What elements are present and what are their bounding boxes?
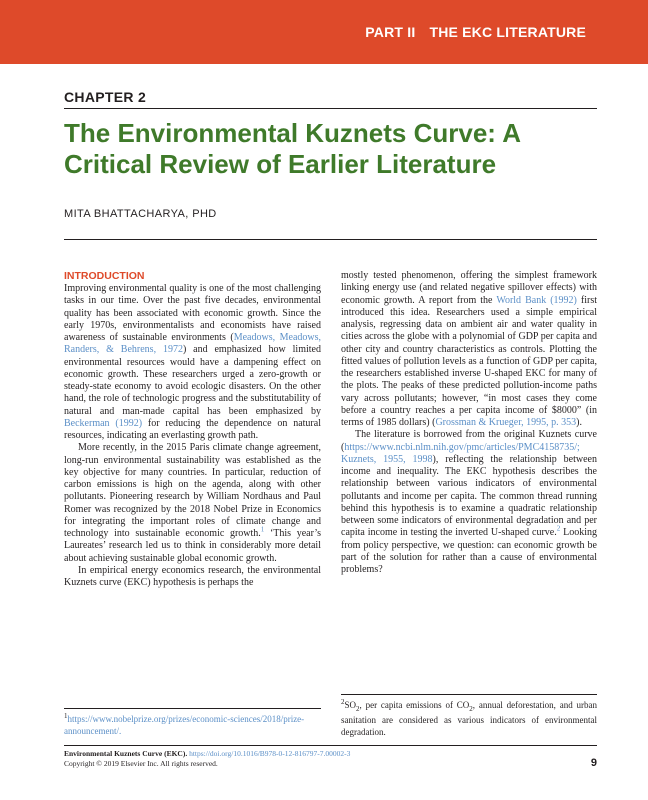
citation-beckerman-link[interactable]: Beckerman (1992) [64,417,143,429]
section-label: THE EKC LITERATURE [429,24,586,40]
text-run: , per capita emissions of CO [359,700,470,710]
footnote-ref-1[interactable]: 1 [260,525,265,534]
citation-grossman-link[interactable]: Grossman & Krueger, 1995, p. 353 [435,417,577,428]
doi-link[interactable]: https://doi.org/10.1016/B978-0-12-816797-7.00002-3 [187,749,351,758]
right-column [341,270,597,576]
page-number: 9 [590,757,597,769]
text-run: Looking from policy perspective, we question: can economic growth be part of the solution for rather than a cause of environmental problems? [341,527,597,575]
footer-book-title: Environmental Kuznets Curve (EKC). [64,749,188,758]
copyright-line: Copyright © 2019 Elsevier Inc. All rights reserved. [64,759,218,768]
text-run: The literature is borrowed from the original Kuznets curve ( [341,429,597,453]
citation-worldbank-link[interactable]: World Bank (1992) [496,294,577,306]
left-paragraph-3 [64,565,321,590]
footnote-1 [64,714,321,737]
ncbi-url-link[interactable]: https://www.ncbi.nlm.nih.gov/pmc/articles/PMC4158735/ [344,441,578,453]
page-footer [64,749,350,769]
footnote-ref-2[interactable]: 2 [556,524,561,533]
author-name: MITA BHATTACHARYA, PHD [64,208,217,220]
banner-text [365,24,586,40]
footnote-rule-left [64,708,321,709]
text-run: In empirical energy economics research, the environmental Kuznets curve (EKC) hypothesis is perhaps the [64,564,321,588]
chapter-rule [64,108,597,109]
footnote-2 [341,700,597,738]
text-run: ) and emphasized how limited environmental resources would have a dampening effect on economic growth. These researchers urged a zero-growth or steady-state economy to avoid ecologic disasters. On the other hand, the role of technologic progress and the substitutability of natural and man-made capital has been emphasized by [64,344,321,417]
footnote-number: 2 [341,698,345,706]
text-run: ), reflecting the relationship between income and inequality. The EKC hypothesis describes the relationship between various indicators of environmental pollutants and income per capita. The common thread running behind this hypothesis is to examine a quadratic relationship between some indicators of environmental degradation and per capita income in testing the inverted U-shaped curve. [341,453,597,539]
intro-heading: INTRODUCTION [64,270,145,282]
right-paragraph-2 [341,429,597,576]
footer-rule [64,745,597,746]
citation-kuznets-link[interactable]: Kuznets, 1955, 1998 [341,453,433,465]
chapter-label: CHAPTER 2 [64,89,147,105]
text-run: mostly tested phenomenon, offering the simplest framework linking energy use (and related negative spillover effects) with economic growth. A report from the [341,270,597,306]
author-rule [64,239,597,240]
text-run: ). [576,417,582,428]
footnote-number: 1 [64,712,68,720]
footnote-rule-right [341,694,597,695]
text-run: ‘This year’s Laureates’ research led us to think in considerably more detail about achieving sustainable global economic growth. [64,528,321,564]
part-label: PART II [365,24,416,40]
text-run: first introduced this idea. Researchers used a simple empirical analysis, regressing data on ambient air and water quality in cities across the globe with a polynomial of GDP per capita and other city and country characteristics as controls. Plotting the fitted values of pollution levels as a function of GDP per capita, the researchers established inverse U-shaped EKC for many of the plots. The peaks of these predicted pollution-income paths vary across pollutants; however, “in most cases they come before a country reaches a per capita income of $8000” (in terms of 1985 dollars) ( [341,294,598,428]
subscript: 2 [469,704,473,713]
left-paragraph-1 [64,283,321,442]
right-paragraph-1 [341,270,597,429]
chapter-title: The Environmental Kuznets Curve: A Critical Review of Earlier Literature [64,118,521,179]
text-run: , annual deforestation, and urban sanitation are considered as various indicators of environmental degradation. [341,700,597,737]
left-paragraph-2 [64,442,321,565]
text-run: Improving environmental quality is one of the most challenging tasks in our time. Over the past five decades, environmental quality has been associated with economic growth. Since the early 1970s, environmentalists and economists have raised awareness of sustainable environments ( [64,283,321,343]
text-run: for reducing the dependence on natural resources, indicating an everlasting growth path. [64,417,321,441]
text-run: ; [577,441,580,453]
nobel-url-link[interactable]: https://www.nobelprize.org/prizes/economic-sciences/2018/prize-announcement/. [64,714,305,736]
text-run: SO [344,700,357,710]
text-run: More recently, in the 2015 Paris climate change agreement, long-run environmental sustainability was established as the key objective for many countries. In particular, reduction of carbon emissions is high on the agenda, along with other pollutants. Pioneering research by William Nordhaus and Paul Romer was recognized by the 2018 Nobel Prize in Economics for integrating the important roles of climate change and technology into sustainable economic growth. [64,442,321,539]
citation-meadows-link[interactable]: Meadows, Meadows, Randers, & Behrens, 1972 [64,332,322,356]
header-banner [0,0,648,64]
subscript: 2 [356,704,360,713]
left-column [64,270,321,589]
